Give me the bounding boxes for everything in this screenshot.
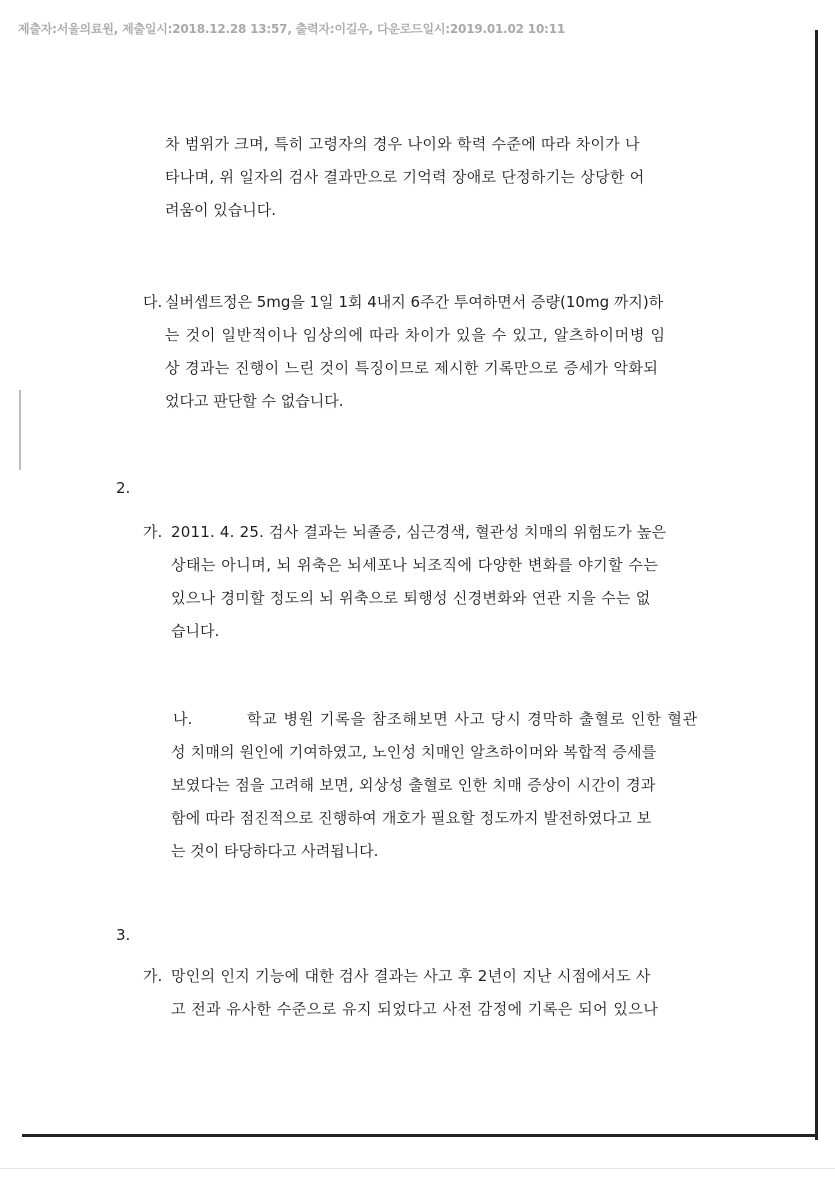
text-line: 함에 따라 점진적으로 진행하여 개호가 필요할 정도까지 발전하였다고 보 — [171, 809, 652, 827]
section-number-3: 3. — [116, 926, 131, 944]
document-header-stamp: 제출자:서울의료원, 제출일시:2018.12.28 13:57, 출력자:이길우, 다운로드일시:2019.01.02 10:11 — [18, 22, 565, 36]
text-line: 성 치매의 원인에 기여하였고, 노인성 치매인 알츠하이머와 복합적 증세를 — [171, 743, 657, 761]
text-line: 2011. 4. 25. 검사 결과는 뇌졸증, 심근경색, 혈관성 치매의 위험도가 높은 — [171, 523, 667, 541]
text-line: 상태는 아니며, 뇌 위축은 뇌세포나 뇌조직에 다양한 변화를 야기할 수는 — [171, 556, 659, 574]
text-line: 는 것이 타당하다고 사려됩니다. — [171, 842, 379, 860]
scan-margin-mark — [19, 390, 21, 470]
paragraph-item-da — [165, 286, 666, 418]
section-number-2: 2. — [116, 479, 131, 497]
text-line: 타나며, 위 일자의 검사 결과만으로 기억력 장애로 단정하기는 상당한 어 — [165, 168, 645, 186]
page-right-border — [815, 30, 818, 1140]
item-marker-ga-2: 가. — [143, 967, 163, 985]
paragraph-item-ga-2 — [171, 960, 658, 1026]
text-line: 실버셉트정은 5mg을 1일 1회 4내지 6주간 투여하면서 증량(10mg 까지)하 — [165, 293, 664, 311]
text-line: 고 전과 유사한 수준으로 유지 되었다고 사전 감정에 기록은 되어 있으나 — [171, 1000, 659, 1018]
item-marker-na: 나. — [173, 710, 193, 728]
text-line: 있으나 경미할 정도의 뇌 위축으로 퇴행성 신경변화와 연관 지을 수는 없 — [171, 589, 651, 607]
text-line: 습니다. — [171, 622, 220, 640]
text-line: 었다고 판단할 수 없습니다. — [165, 392, 344, 410]
text-line: 망인의 인지 기능에 대한 검사 결과는 사고 후 2년이 지난 시점에서도 사 — [171, 967, 651, 985]
text-line: 차 범위가 크며, 특히 고령자의 경우 나이와 학력 수준에 따라 차이가 나 — [165, 135, 640, 153]
text-segment: 학교 병원 기록을 참조해보면 사고 당시 경막하 출혈로 인한 혈관 — [247, 710, 699, 728]
paragraph-item-na — [171, 703, 698, 868]
paragraph-item-ga — [171, 516, 666, 648]
text-line: 는 것이 일반적이나 임상의에 따라 차이가 있을 수 있고, 알츠하이머병 임 — [165, 326, 666, 344]
text-line: 상 경과는 진행이 느린 것이 특징이므로 제시한 기록만으로 증세가 악화되 — [165, 359, 659, 377]
item-marker-da: 다. — [143, 293, 163, 311]
text-line: 려움이 있습니다. — [165, 201, 276, 219]
paragraph-continuation — [165, 128, 645, 227]
page-bottom-border — [22, 1134, 818, 1137]
page-edge-line — [0, 1168, 835, 1169]
text-line: 보였다는 점을 고려해 보면, 외상성 출혈로 인한 치매 증상이 시간이 경과 — [171, 776, 656, 794]
text-line — [171, 703, 698, 736]
item-marker-ga: 가. — [143, 523, 163, 541]
